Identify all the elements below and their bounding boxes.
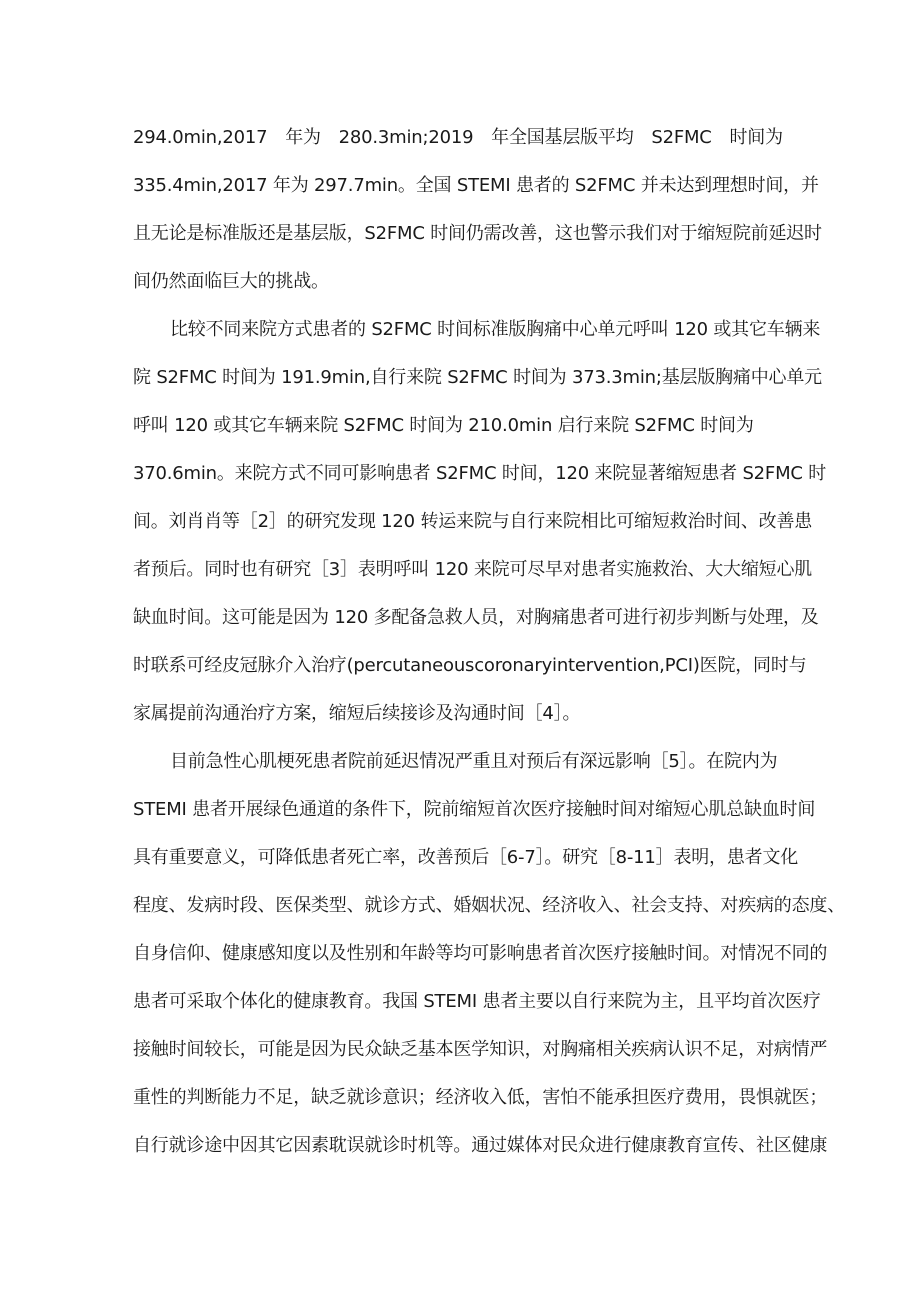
text-line: 接触时间较长，可能是因为民众缺乏基本医学知识，对胸痛相关疾病认识不足，对病情严 (133, 1039, 828, 1060)
text-line: 程度、发病时段、医保类型、就诊方式、婚姻状况、经济收入、社会支持、对疾病的态度、 (133, 895, 845, 916)
text-line: 缺血时间。这可能是因为 120 多配备急救人员，对胸痛患者可进行初步判断与处理，及 (133, 607, 819, 628)
text-line: 具有重要意义，可降低患者死亡率，改善预后［6-7］。研究［8-11］表明，患者文化 (133, 847, 799, 868)
text-line: 家属提前沟通治疗方案，缩短后续接诊及沟通时间［4］。 (133, 703, 581, 724)
text-line: 间仍然面临巨大的挑战。 (133, 271, 329, 292)
text-line: 370.6min。来院方式不同可影响患者 S2FMC 时间，120 来院显著缩短患者 S2FMC 时 (133, 463, 827, 484)
text-line: 者预后。同时也有研究［3］表明呼叫 120 来院可尽早对患者实施救治、大大缩短心肌 (133, 559, 813, 580)
text-line: 时联系可经皮冠脉介入治疗(percutaneouscoronaryintervention,PCI)医院，同时与 (133, 655, 807, 676)
text-line: 294.0min,2017 年为 280.3min;2019 年全国基层版平均 S2FMC 时间为 (133, 127, 783, 148)
paragraph-prehospital-delay (133, 738, 845, 1170)
paragraph-s2fmc-national (133, 114, 822, 306)
text-line: 患者可采取个体化的健康教育。我国 STEMI 患者主要以自行来院为主，且平均首次医疗 (133, 991, 821, 1012)
text-line: 335.4min,2017 年为 297.7min。全国 STEMI 患者的 S2FMC 并未达到理想时间，并 (133, 175, 819, 196)
text-line: 重性的判断能力不足，缺乏就诊意识；经济收入低，害怕不能承担医疗费用，畏惧就医； (133, 1087, 828, 1108)
text-line: 比较不同来院方式患者的 S2FMC 时间标准版胸痛中心单元呼叫 120 或其它车辆来 (170, 319, 821, 340)
text-line: 间。刘肖肖等［2］的研究发现 120 转运来院与自行来院相比可缩短救治时间、改善患 (133, 511, 813, 532)
document-body (133, 114, 845, 1170)
paragraph-arrival-mode (133, 306, 827, 738)
text-line: 目前急性心肌梗死患者院前延迟情况严重且对预后有深远影响［5］。在院内为 (170, 751, 778, 772)
text-line: 呼叫 120 或其它车辆来院 S2FMC 时间为 210.0min 启行来院 S2FMC 时间为 (133, 415, 754, 436)
text-line: 自行就诊途中因其它因素耽误就诊时机等。通过媒体对民众进行健康教育宣传、社区健康 (133, 1135, 828, 1156)
text-line: 院 S2FMC 时间为 191.9min,自行来院 S2FMC 时间为 373.3min;基层版胸痛中心单元 (133, 367, 822, 388)
text-line: 自身信仰、健康感知度以及性别和年龄等均可影响患者首次医疗接触时间。对情况不同的 (133, 943, 828, 964)
text-line: 且无论是标准版还是基层版，S2FMC 时间仍需改善，这也警示我们对于缩短院前延迟时 (133, 223, 822, 244)
text-line: STEMI 患者开展绿色通道的条件下，院前缩短首次医疗接触时间对缩短心肌总缺血时间 (133, 799, 816, 820)
